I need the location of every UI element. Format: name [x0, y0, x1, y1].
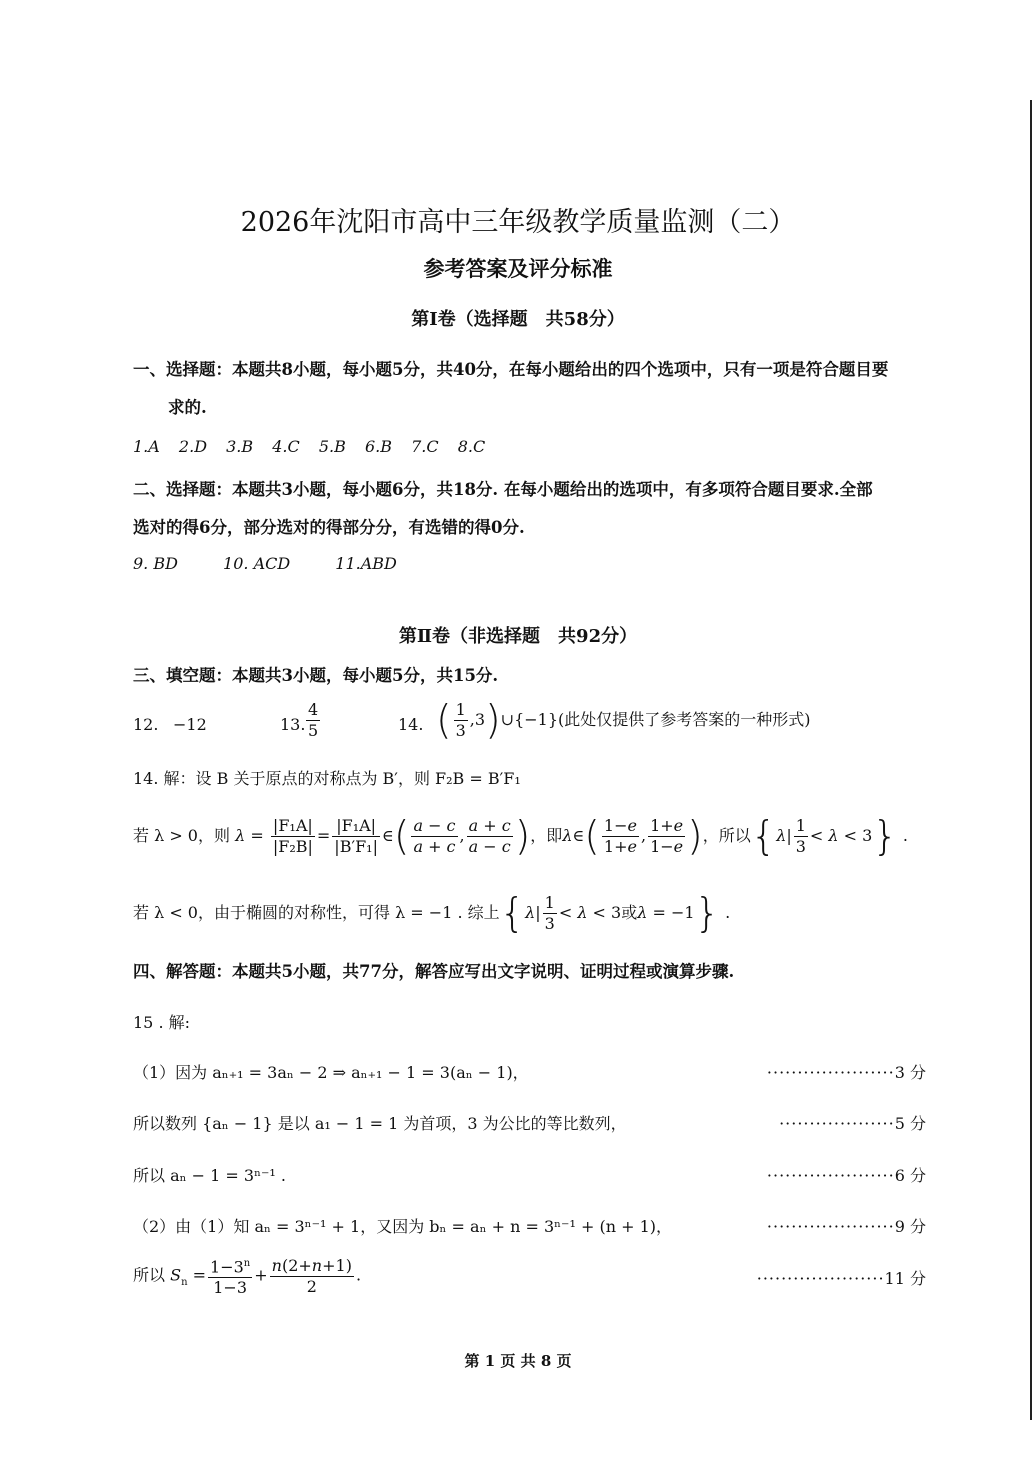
- answer-item: 5.B: [318, 437, 346, 456]
- answer-item: 7.C: [411, 437, 439, 456]
- q15-score: ···················5 分: [779, 1114, 926, 1133]
- sec4-heading: 四、解答题：本题共5小题，共77分，解答应写出文字说明、证明过程或演算步骤.: [133, 962, 735, 981]
- q15-step: 所以 aₙ − 1 = 3ⁿ⁻¹ .: [133, 1166, 287, 1185]
- part1-heading: 第Ⅰ卷（选择题 共58分）: [411, 309, 625, 330]
- part2-heading: 第Ⅱ卷（非选择题 共92分）: [398, 626, 638, 647]
- answer-item: 10. ACD: [223, 554, 291, 573]
- q14-answer: ( $\frac{1}{3}$ ,3)∪{−1}(此处仅提供了参考答案的一种形式): [436, 697, 811, 744]
- q15-score: ·····················6 分: [766, 1166, 926, 1185]
- q15-step: （2）由（1）知 aₙ = 3ⁿ⁻¹ + 1，又因为 bₙ = aₙ + n = 3ⁿ⁻¹ + (n + 1)，: [133, 1217, 673, 1236]
- q15-score: ·····················9 分: [766, 1217, 926, 1236]
- answer-item: 4.C: [272, 437, 300, 456]
- answer-item: 3.B: [226, 437, 254, 456]
- answer-item: 2.D: [178, 437, 208, 456]
- answer-item: 1.A: [133, 437, 160, 456]
- answer-item: 9. BD: [133, 554, 178, 573]
- q13-denominator: 5: [308, 721, 319, 740]
- sol14-line2: 若 λ > 0，则 λ = $\frac{\text{|F₁A|}}{\text{|F₂B|}}$ = $\frac{\text{|F₁A|}}{\text{|B′F₁|}}$ ∈( $\frac{a - c}{a + c}$ , $\frac{a + c}{a - c}$ )，即λ∈( $\frac{1-e}{1+e}$ , $\frac{1+e}{1-e}$ )，所以{λ| $\frac{1}{3}$ < λ < 3} .: [133, 813, 908, 860]
- page-edge-line: [1030, 100, 1032, 1420]
- sec2-line2: 选对的得6分，部分选对的得部分分，有选错的得0分.: [133, 518, 525, 537]
- answer-item: 11.ABD: [335, 554, 397, 573]
- q13-answer: [304, 700, 322, 741]
- page-subtitle: 参考答案及评分标准: [423, 256, 613, 281]
- q14-note: (此处仅提供了参考答案的一种形式): [558, 710, 811, 729]
- q13-label: 13.: [280, 715, 306, 734]
- q15-label: 15 . 解:: [133, 1013, 191, 1032]
- sec1-line2: 求的.: [168, 398, 207, 417]
- sec2-line1: 二、选择题：本题共3小题，每小题6分，共18分. 在每小题给出的选项中，有多项符合题目要求.全部: [133, 480, 873, 499]
- answer-item: 8.C: [457, 437, 486, 456]
- answer-item: 6.B: [364, 437, 392, 456]
- q13-numerator: 4: [308, 700, 319, 719]
- q12-answer: −12: [173, 715, 207, 734]
- q15-step: 所以数列 {aₙ − 1} 是以 a₁ − 1 = 1 为首项，3 为公比的等比数列，: [133, 1114, 627, 1133]
- sec2-answers: [133, 554, 397, 573]
- sol14-line2-suffix: ，所以: [702, 826, 751, 845]
- page-footer: 第 1 页 共 8 页: [464, 1352, 572, 1370]
- q15-step: （1）因为 aₙ₊₁ = 3aₙ − 2 ⇒ aₙ₊₁ − 1 = 3(aₙ − 1)，: [133, 1063, 529, 1082]
- q15-score: ·····················11 分: [756, 1269, 926, 1288]
- q12-label: 12.: [133, 715, 159, 734]
- sol14-line1: 14. 解：设 B 关于原点的对称点为 B′，则 F₂B = B′F₁: [133, 769, 521, 788]
- sol14-line3: 若 λ < 0，由于椭圆的对称性，可得 λ = −1 . 综上{λ| $\frac{1}{3}$ < λ < 3或λ = −1} .: [133, 890, 731, 937]
- sol14-line2-mid: ，即: [530, 826, 563, 845]
- sol14-line2-prefix: 若 λ > 0，则: [133, 826, 230, 845]
- q15-score: ·····················3 分: [766, 1063, 926, 1082]
- sec1-line1: 一、选择题：本题共8小题，每小题5分，共40分，在每小题给出的四个选项中，只有一项是符合题目要: [133, 360, 889, 379]
- q14-label: 14.: [398, 715, 424, 734]
- sec1-answers: [133, 437, 485, 456]
- q15-step-sum: 所以 $S_n$ = $\frac{1-3^n}{1-3}$ + $\frac{n(2+n+1)}{2}$ .: [133, 1255, 362, 1298]
- sec3-heading: 三、填空题：本题共3小题，每小题5分，共15分.: [133, 666, 499, 685]
- sol14-line3-prefix: 若 λ < 0，由于椭圆的对称性，可得 λ = −1 . 综上: [133, 903, 500, 922]
- page-title: 2026年沈阳市高中三年级教学质量监测（二）: [240, 207, 796, 238]
